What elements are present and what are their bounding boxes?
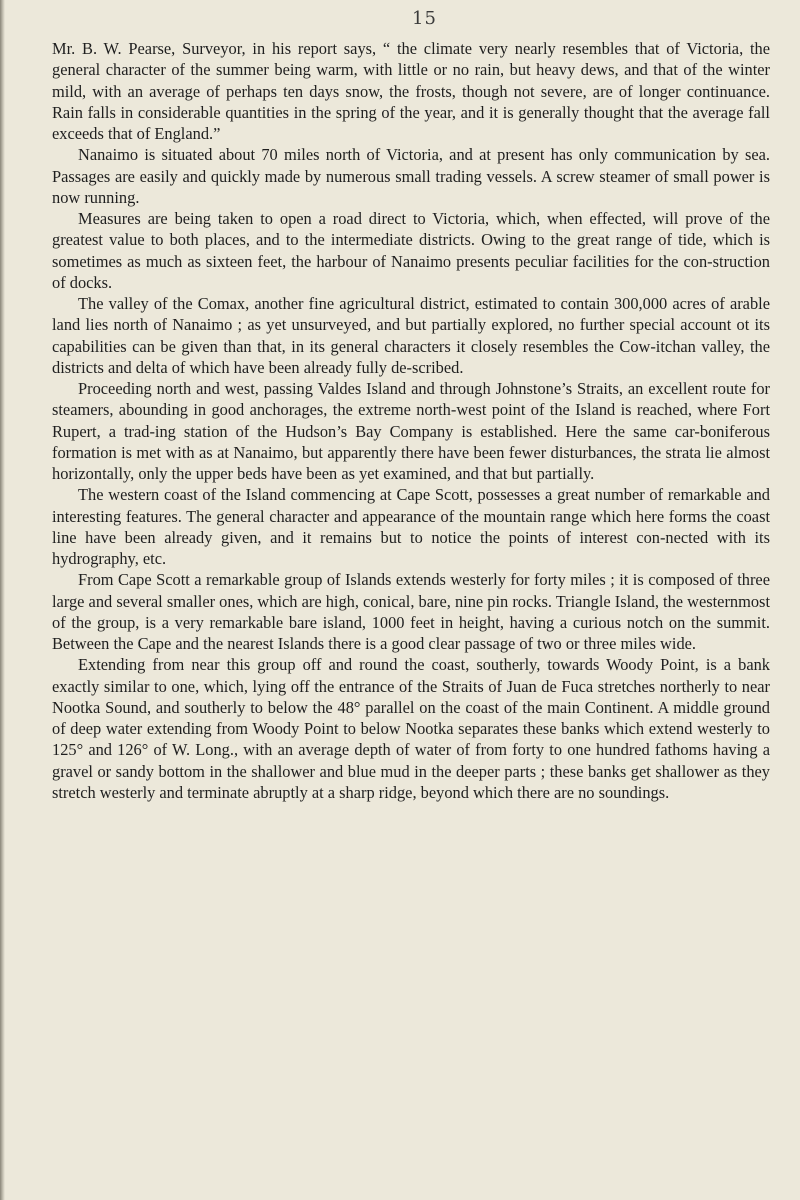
- binding-edge-shadow: [0, 0, 5, 1200]
- paragraph-nanaimo-location: Nanaimo is situated about 70 miles north of Victoria, and at present has only communication by sea. Passages are easily and quickly made by numerous small trading vessels. A screw steamer of small power is now running.: [52, 145, 770, 207]
- paragraph-comax-valley: The valley of the Comax, another fine agricultural district, estimated to contain 300,000 acres of arable land lies north of Nanaimo ; as yet unsurveyed, and but partially explored, no further special account ot its capabilities can be given than that, in its general characters it closely resembles the Cow-itchan valley, the districts and delta of which have been already fully de-scribed.: [52, 294, 770, 377]
- paragraph-banks-soundings: Extending from near this group off and round the coast, southerly, towards Woody Point, is a bank exactly similar to one, which, lying off the entrance of the Straits of Juan de Fuca stretches northerly to near Nootka Sound, and southerly to below the 48° parallel on the coast of the main Continent. A middle ground of deep water extending from Woody Point to below Nootka separates these banks which extend westerly to 125° and 126° of W. Long., with an average depth of water of from forty to one hundred fathoms having a gravel or sandy bottom in the shallower and blue mud in the deeper parts ; these banks get shallower as they stretch westerly and terminate abruptly at a sharp ridge, beyond which there are no soundings.: [52, 655, 770, 802]
- paragraph-cape-scott-islands: From Cape Scott a remarkable group of Islands extends westerly for forty miles ; it is composed of three large and several smaller ones, which are high, conical, bare, nine pin rocks. Triangle Island, the westernmost of the group, is a very remarkable bare island, 1000 feet in height, having a curious notch on the summit. Between the Cape and the nearest Islands there is a good clear passage of two or three miles wide.: [52, 570, 770, 653]
- paragraph-fort-rupert: Proceeding north and west, passing Valdes Island and through Johnstone’s Straits, an excellent route for steamers, abounding in good anchorages, the extreme north-west point of the Island is reached, where Fort Rupert, a trad-ing station of the Hudson’s Bay Company is established. Here the same car-boniferous formation is met with as at Nanaimo, but apparently there have been fewer disturbances, the strata lie almost horizontally, only the upper beds have been as yet examined, and that but partially.: [52, 379, 770, 483]
- page-number: 15: [412, 8, 437, 29]
- paragraph-road-measures: Measures are being taken to open a road direct to Victoria, which, when effected, will prove of the greatest value to both places, and to the intermediate districts. Owing to the great range of tide, which is sometimes as much as sixteen feet, the harbour of Nanaimo presents peculiar facilities for the con-struction of docks.: [52, 209, 770, 292]
- paragraph-pearse-report: Mr. B. W. Pearse, Surveyor, in his report says, “ the climate very nearly resembles that of Victoria, the general character of the summer being warm, with little or no rain, but heavy dews, and that of the winter mild, with an average of perhaps ten days snow, the frosts, though not severe, are of longer continuance. Rain falls in considerable quantities in the spring of the year, and it is generally thought that the average fall exceeds that of England.”: [52, 39, 770, 143]
- paragraph-western-coast: The western coast of the Island commencing at Cape Scott, possesses a great number of remarkable and interesting features. The general character and appearance of the mountain range which here forms the coast line have been already given, and it remains but to notice the points of interest con-nected with its hydrography, etc.: [52, 485, 770, 568]
- body-text: [52, 38, 770, 803]
